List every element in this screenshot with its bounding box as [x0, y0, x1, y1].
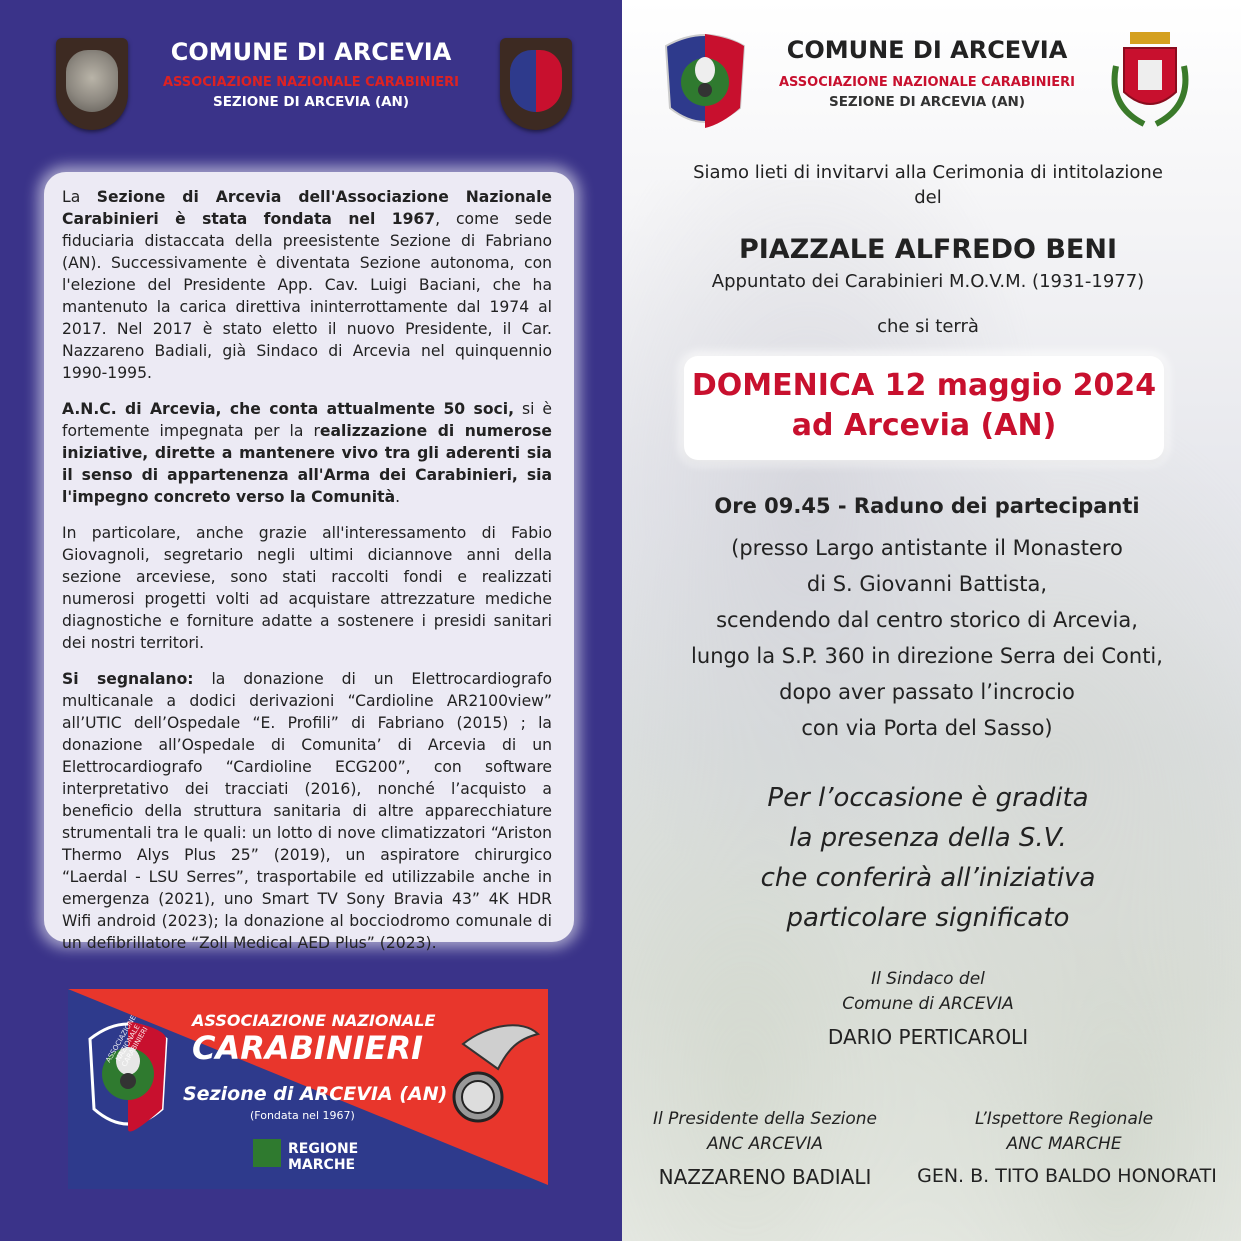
event-date: DOMENICA 12 maggio 2024 [691, 368, 1157, 403]
presidente-role: Il Presidente della Sezione ANC ARCEVIA [652, 1109, 878, 1154]
honoree-rank: Appuntato dei Carabinieri M.O.V.M. (1931-1977) [711, 271, 1145, 292]
banner-region: REGIONE MARCHE [288, 1141, 359, 1173]
banner-line2: CARABINIERI [192, 1029, 424, 1067]
left-subtitle: ASSOCIAZIONE NAZIONALE CARABINIERI [162, 75, 460, 90]
sindaco-name: DARIO PERTICAROLI [827, 1025, 1029, 1049]
event-place: ad Arcevia (AN) [791, 408, 1057, 443]
location-directions: (presso Largo antistante il Monastero di S. Giovanni Battista, scendendo dal centro storico di Arcevia, lungo la S.P. 360 in direzione Serra dei Conti, dopo aver passato l’incrocio con via Porta del Sasso) [691, 536, 1163, 740]
history-textbox [44, 172, 574, 952]
right-section: SEZIONE DI ARCEVIA (AN) [828, 94, 1026, 110]
raduno-time: Ore 09.45 - Raduno dei partecipanti [714, 494, 1140, 518]
sindaco-role: Il Sindaco del Comune di ARCEVIA [842, 969, 1014, 1014]
anc-banner [68, 989, 548, 1189]
emblem-ring-text: ASSOCIAZIONE NAZIONALE CARABINIERI [104, 1014, 150, 1069]
left-section: SEZIONE DI ARCEVIA (AN) [212, 94, 410, 110]
right-subtitle: ASSOCIAZIONE NAZIONALE CARABINIERI [778, 75, 1076, 90]
regione-marche-icon [253, 1139, 281, 1167]
banner-line3: Sezione di ARCEVIA (AN) [183, 1083, 448, 1105]
right-title: COMUNE DI ARCEVIA [786, 36, 1068, 64]
che-si-terra: che si terrà [877, 316, 979, 337]
history-paragraph-2: A.N.C. di Arcevia, che conta attualmente 50 soci, si è fortemente impegnata per la realizzazione di numerose iniziative, dirette a mantenere vivo tra gli aderenti sia il senso di appartenenza all'Arma dei Carabinieri, sia l'impegno concreto verso la Comunità. [62, 400, 552, 506]
left-title: COMUNE DI ARCEVIA [170, 38, 452, 66]
history-paragraph-3: In particolare, anche grazie all'interessamento di Fabio Giovagnoli, segretario negli ultimi diciannove anni della sezione arceviese, sono stati raccolti fondi e realizzati numerosi progetti volti ad acquistare attrezzature mediche diagnostiche e forniture adatte a sostenere i presidi sanitari dei nostri territori. [62, 524, 552, 652]
invite-line2: del [914, 187, 942, 208]
ispettore-role: L’Ispettore Regionale ANC MARCHE [974, 1109, 1154, 1154]
invite-line1: Siamo lieti di invitarvi alla Cerimonia di intitolazione [693, 162, 1163, 183]
occasion-message: Per l’occasione è gradita la presenza della S.V. che conferirà all’iniziativa particolare significato [760, 783, 1096, 933]
banner-line4: (Fondata nel 1967) [250, 1109, 355, 1122]
banner-line1: ASSOCIAZIONE NAZIONALE [192, 1011, 436, 1030]
ispettore-name: GEN. B. TITO BALDO HONORATI [917, 1165, 1217, 1187]
history-paragraph-4: Si segnalano: la donazione di un Elettrocardiografo multicanale a dodici derivazioni “Cardioline AR2100view” all’UTIC dell’Ospedale “E. Profili” di Fabriano (2015) ; la donazione all’Ospedale di Comunita’ di Arcevia di un Elettrocardiografo “Cardioline ECG200”, con software interpretativo dei tracciati (2016), nonché l’acquisto a beneficio della struttura sanitaria di altre apparecchiature strumentali tra le quali: un lotto di nove climatizzatori “Ariston Thermo Alys Plus 25” (2019), un aspiratore chirurgico “Laerdal - LSU Serres”, trasportabile ed utilizzabile anche in emergenza (2021), uno Smart TV Sony Bravia 43” 4K HDR Wifi android (2023); la donazione al bocciodromo comunale di un defibrillatore “Zoll Medical AED Plus” (2023). [62, 670, 552, 952]
piazzale-name: PIAZZALE ALFREDO BENI [738, 234, 1118, 265]
presidente-name: NAZZARENO BADIALI [658, 1165, 872, 1189]
history-paragraph-1: La Sezione di Arcevia dell'Associazione Nazionale Carabinieri è stata fondata nel 1967, come sede fiduciaria distaccata della preesistente Sezione di Fabriano (AN). Successivamente è diventata Sezione autonoma, con l'elezione del Presidente App. Cav. Luigi Baciani, che ha mantenuto la carica direttiva ininterrottamente dal 1974 al 2017. Nel 2017 è stato eletto il nuovo Presidente, il Car. Nazzareno Badiali, già Sindaco di Arcevia nel quinquennio 1990-1995. [62, 188, 552, 382]
